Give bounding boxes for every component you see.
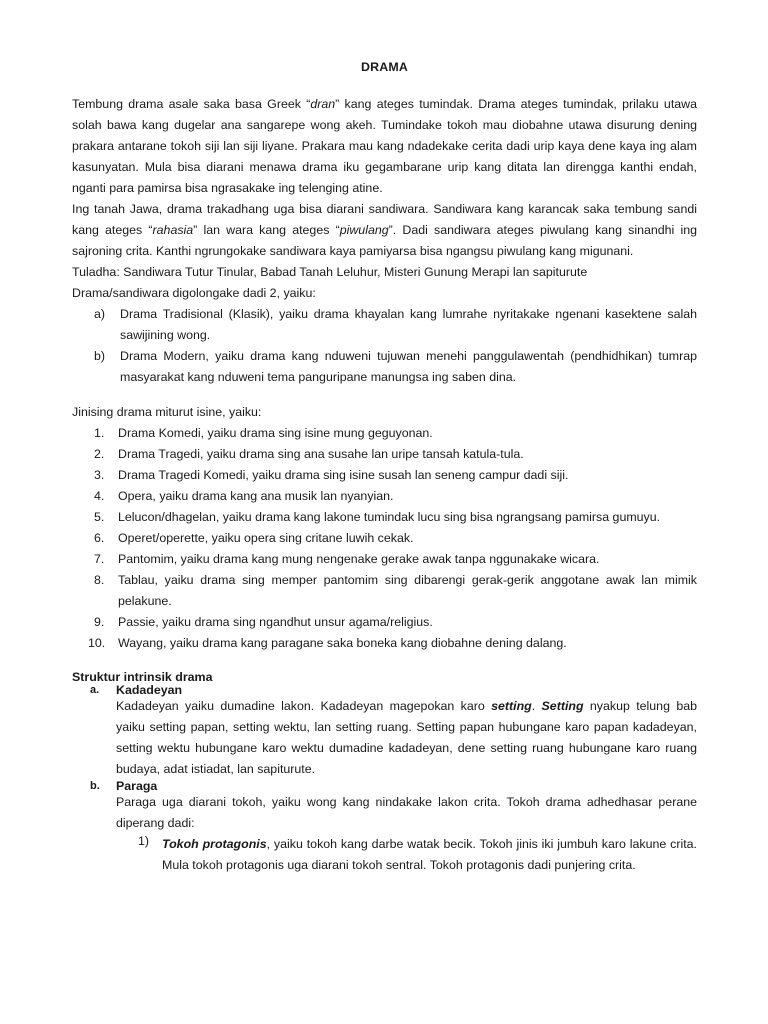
document-title: DRAMA xyxy=(360,60,409,74)
list-item xyxy=(72,346,697,388)
list-item xyxy=(72,549,697,570)
list-marker: 6. xyxy=(94,531,105,545)
list-item xyxy=(72,570,697,612)
list-text: Tablau, yaiku drama sing memper pantomim sing dibarengi gerak-gerik anggotane awak lan mimik pelakune. xyxy=(118,573,697,608)
list-marker: a) xyxy=(94,307,106,321)
list-text: Lelucon/dhagelan, yaiku drama kang lakone tumindak lucu sing bisa ngrangsang pamirsa gumuyu. xyxy=(118,510,661,524)
list-text: Operet/operette, yaiku opera sing critane luwih cekak. xyxy=(118,531,414,545)
list-item xyxy=(72,507,697,528)
intro-paragraph-1 xyxy=(72,94,697,199)
list-item xyxy=(72,633,697,654)
text-run: , yaiku tokoh kang darbe watak becik. Tokoh jinis iki jumbuh karo lakune crita. Mula tokoh protagonis uga diarani tokoh sentral. Tokoh protagonis dadi punjering crita. xyxy=(162,837,697,872)
text-run: nyakup telung bab yaiku setting papan, setting wektu, lan setting ruang. Setting papan hubungane karo papan kadadeyan, setting wektu hubungane karo wektu dumadine kadadeyan, dene setting ruang hubungane karo ruang budaya, adat istiadat, lan sapiturute. xyxy=(116,699,697,776)
list-item xyxy=(72,304,697,346)
list-marker: 1) xyxy=(138,834,150,848)
jinis-heading: Jinising drama miturut isine, yaiku: xyxy=(72,405,262,419)
list-marker: 1. xyxy=(94,426,105,440)
emphasis-term: Setting xyxy=(541,699,584,713)
italic-term: dran xyxy=(310,97,336,111)
list-item xyxy=(72,465,697,486)
list-marker: 7. xyxy=(94,552,105,566)
list-item xyxy=(72,486,697,507)
list-text: Wayang, yaiku drama kang paragane saka boneka kang diobahne dening dalang. xyxy=(118,636,567,650)
section-title: Paraga xyxy=(116,779,158,793)
kadadeyan-body xyxy=(116,696,697,780)
struktur-item-kadadeyan xyxy=(72,684,697,696)
text-run: ” kang ateges tumindak. Drama ateges tumindak, prilaku utawa solah bawa kang dugelar ana sangarepe wong akeh. Tumindake tokoh mau diobahne utawa disurung dening prakara antarane tokoh siji lan siji liyane. Prakara mau kang ndadekake cerita dadi urip kaya dene kaya ing alam kasunyatan. Mula bisa diarani menawa drama iku gegambarane urip kang ditata lan direngga kanthi endah, nganti para pamirsa bisa ngrasakake ing telenging atine. xyxy=(72,97,697,195)
list-marker: 2. xyxy=(94,447,105,461)
list-item xyxy=(72,423,697,444)
list-marker: b) xyxy=(94,349,106,363)
list-marker: 4. xyxy=(94,489,105,503)
list-item xyxy=(72,444,697,465)
paraga-body: Paraga uga diarani tokoh, yaiku wong kang nindakake lakon crita. Tokoh drama adhedhasar perane diperang dadi: xyxy=(116,795,697,830)
list-marker: 8. xyxy=(94,573,105,587)
list-text: Passie, yaiku drama sing ngandhut unsur agama/religius. xyxy=(118,615,433,629)
list-text: Opera, yaiku drama kang ana musik lan nyanyian. xyxy=(118,489,394,503)
text-run: Tembung drama asale saka basa Greek “ xyxy=(72,97,311,111)
tuladha-line: Tuladha: Sandiwara Tutur Tinular, Babad Tanah Leluhur, Misteri Gunung Merapi lan sapiturute xyxy=(72,265,588,279)
list-marker: 5. xyxy=(94,510,105,524)
text-run: ”. Dadi sandiwara ateges piwulang kang sinandhi ing sajroning crita. Kanthi ngrungokake sandiwara kaya pamiyarsa bisa ngangsu piwulang kang migunani. xyxy=(72,223,697,258)
emphasis-term: Tokoh protagonis xyxy=(162,837,267,851)
subitem-text xyxy=(162,834,697,876)
list-text: Pantomim, yaiku drama kang mung nengenake gerake awak tanpa nggunakake wicara. xyxy=(118,552,600,566)
section-title: Kadadeyan xyxy=(116,683,183,697)
list-text: Drama Tragedi Komedi, yaiku drama sing isine susah lan seneng campur dadi siji. xyxy=(118,468,569,482)
list-marker: b. xyxy=(90,780,100,792)
list-item xyxy=(72,612,697,633)
struktur-item-paraga xyxy=(72,780,697,792)
document-page xyxy=(72,60,697,876)
drama-genres-list xyxy=(72,423,697,654)
text-run: Kadadeyan yaiku dumadine lakon. Kadadeyan magepokan karo xyxy=(116,699,492,713)
italic-term: piwulang xyxy=(339,223,389,237)
drama-types-list xyxy=(72,304,697,388)
list-marker: a. xyxy=(90,684,100,696)
list-item xyxy=(72,528,697,549)
list-text: Drama Tradisional (Klasik), yaiku drama khayalan kang lumrahe nyritakake ngenani kasektene salah sawijining wong. xyxy=(120,307,697,342)
list-text: Drama Modern, yaiku drama kang nduweni tujuwan menehi panggulawentah (pendhidhikan) tumrap masyarakat kang nduweni tema panguripane manungsa ing saben dina. xyxy=(120,349,697,384)
list-text: Drama Komedi, yaiku drama sing isine mung geguyonan. xyxy=(118,426,433,440)
intro-paragraph-2 xyxy=(72,199,697,262)
text-run: . xyxy=(531,699,542,713)
golongan-line: Drama/sandiwara digolongake dadi 2, yaiku: xyxy=(72,286,316,300)
struktur-heading: Struktur intrinsik drama xyxy=(72,670,213,684)
list-text: Drama Tragedi, yaiku drama sing ana susahe lan uripe tansah katula-tula. xyxy=(118,447,524,461)
emphasis-term: setting xyxy=(491,699,532,713)
list-marker: 9. xyxy=(94,615,105,629)
text-run: Ing tanah Jawa, drama trakadhang uga bisa diarani sandiwara. Sandiwara kang karancak saka tembung sandi kang ateges “ xyxy=(72,202,697,237)
text-run: ” lan wara kang ateges “ xyxy=(193,223,340,237)
paraga-subitem-protagonis xyxy=(138,834,697,876)
list-marker: 3. xyxy=(94,468,105,482)
list-marker: 10. xyxy=(88,636,106,650)
italic-term: rahasia xyxy=(152,223,194,237)
